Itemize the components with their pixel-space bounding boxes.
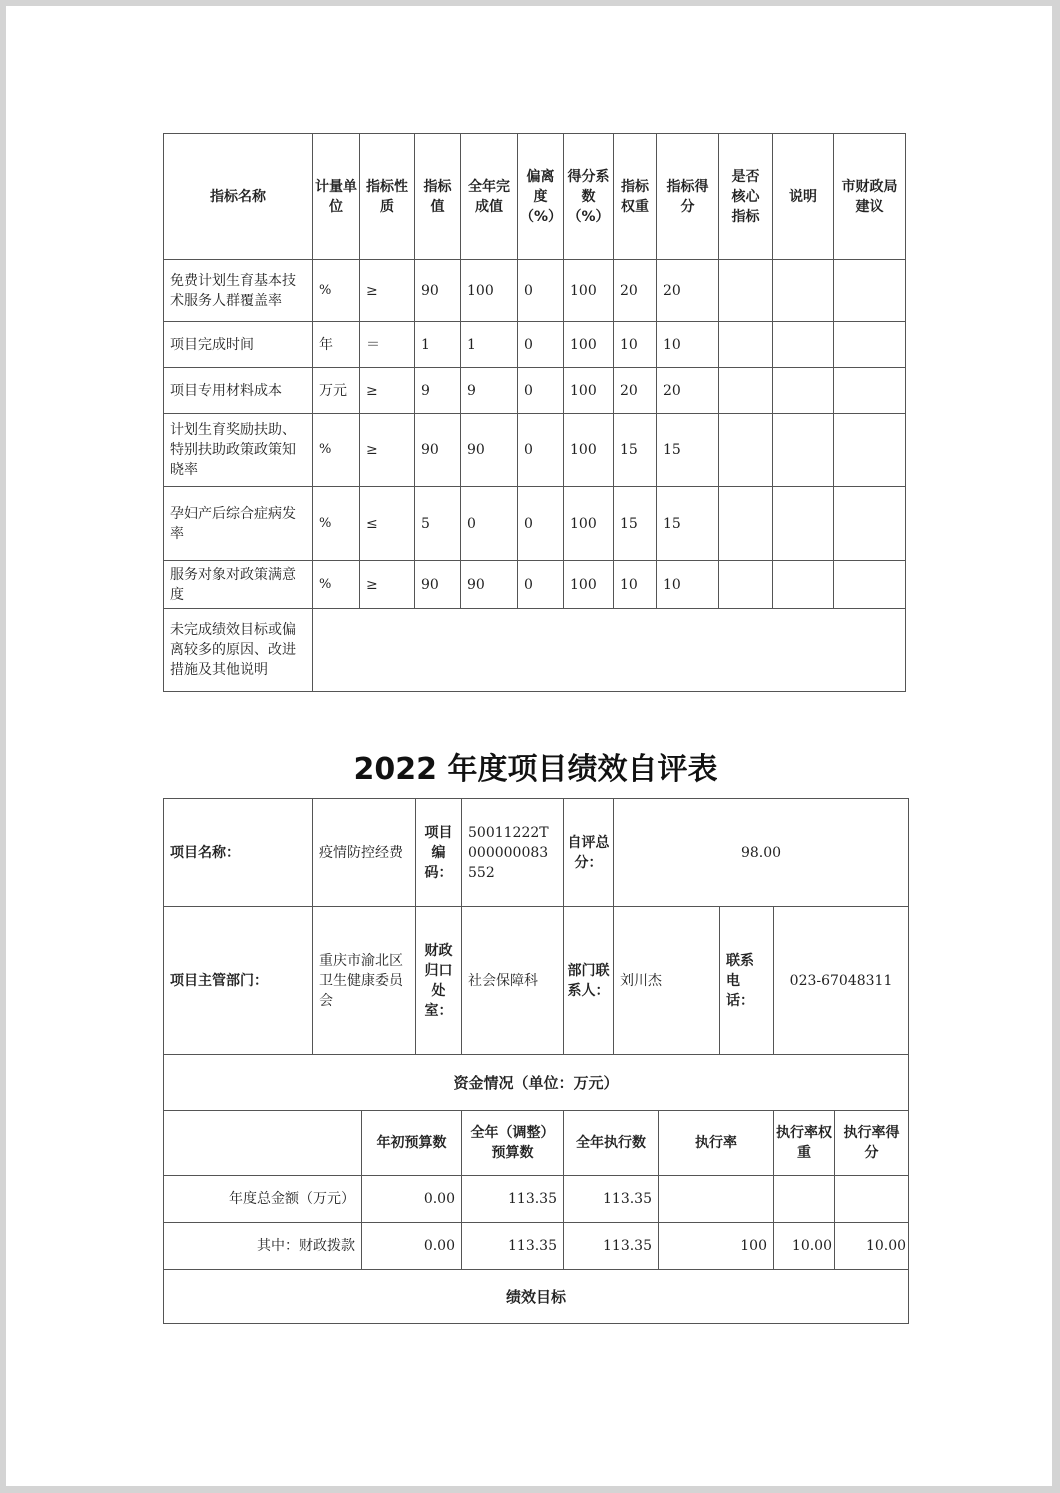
table-row	[164, 561, 906, 609]
header-nature: 指标性质	[360, 134, 415, 260]
self-score-value: 98.00	[614, 799, 909, 907]
indicator-advice	[834, 561, 906, 609]
indicator-note	[773, 487, 834, 561]
indicator-deviation: 0	[518, 561, 564, 609]
goals-title: 绩效目标	[164, 1270, 909, 1324]
indicator-actual: 1	[461, 322, 518, 368]
indicator-score: 20	[657, 260, 719, 322]
indicator-table	[163, 133, 906, 692]
header-deviation: 偏离度（%）	[518, 134, 564, 260]
indicator-actual: 90	[461, 414, 518, 487]
phone-value: 023-67048311	[774, 907, 909, 1055]
indicator-value: 5	[415, 487, 461, 561]
indicator-score: 10	[657, 561, 719, 609]
indicator-value: 90	[415, 414, 461, 487]
indicator-nature: ＝	[360, 322, 415, 368]
form-title: 2022 年度项目绩效自评表	[353, 752, 718, 787]
funds-initial: 0.00	[362, 1223, 462, 1270]
project-code-label: 项目编码：	[416, 799, 462, 907]
funds-rate-score	[835, 1176, 909, 1223]
contact-person-value: 刘川杰	[614, 907, 720, 1055]
table-row	[164, 414, 906, 487]
funds-title-row	[164, 1055, 909, 1111]
funds-header-rate-weight: 执行率权重	[774, 1111, 835, 1176]
project-name-label: 项目名称：	[164, 799, 313, 907]
indicator-deviation: 0	[518, 368, 564, 414]
table-row	[164, 368, 906, 414]
self-score-label: 自评总分：	[564, 799, 614, 907]
indicator-unit: %	[313, 487, 360, 561]
indicator-unit: 年	[313, 322, 360, 368]
header-indicator-name: 指标名称	[164, 134, 313, 260]
indicator-nature: ≥	[360, 260, 415, 322]
indicator-nature: ≤	[360, 487, 415, 561]
indicator-value: 1	[415, 322, 461, 368]
indicator-value: 90	[415, 561, 461, 609]
indicator-name: 免费计划生育基本技术服务人群覆盖率	[164, 260, 313, 322]
indicator-name: 孕妇产后综合症病发率	[164, 487, 313, 561]
indicator-footer-row	[164, 609, 906, 692]
indicator-coefficient: 100	[564, 414, 614, 487]
header-score-coefficient: 得分系数（%）	[564, 134, 614, 260]
header-weight: 指标权重	[614, 134, 657, 260]
project-name-value: 疫情防控经费	[313, 799, 416, 907]
indicator-header-row	[164, 134, 906, 260]
indicator-deviation: 0	[518, 487, 564, 561]
indicator-score: 15	[657, 414, 719, 487]
funds-title: 资金情况（单位：万元）	[164, 1055, 909, 1111]
indicator-value: 90	[415, 260, 461, 322]
indicator-nature: ≥	[360, 561, 415, 609]
goals-title-row	[164, 1270, 909, 1324]
funds-rate-weight: 10.00	[774, 1223, 835, 1270]
unfinished-reason-value	[313, 609, 906, 692]
department-label: 项目主管部门：	[164, 907, 313, 1055]
funds-row-label: 年度总金额（万元）	[164, 1176, 362, 1223]
indicator-deviation: 0	[518, 322, 564, 368]
funds-header-row	[164, 1111, 909, 1176]
indicator-core	[719, 561, 773, 609]
funds-adjusted: 113.35	[462, 1223, 564, 1270]
finance-office-label: 财政归口处室：	[416, 907, 462, 1055]
department-value: 重庆市渝北区卫生健康委员会	[313, 907, 416, 1055]
header-core-indicator: 是否核心指标	[719, 134, 773, 260]
header-note: 说明	[773, 134, 834, 260]
indicator-note	[773, 414, 834, 487]
finance-office-value: 社会保障科	[462, 907, 564, 1055]
unfinished-reason-label: 未完成绩效目标或偏离较多的原因、改进措施及其他说明	[164, 609, 313, 692]
indicator-advice	[834, 414, 906, 487]
funds-adjusted: 113.35	[462, 1176, 564, 1223]
indicator-weight: 20	[614, 368, 657, 414]
indicator-name: 项目专用材料成本	[164, 368, 313, 414]
funds-rate: 100	[659, 1223, 774, 1270]
indicator-core	[719, 414, 773, 487]
funds-header-executed: 全年执行数	[564, 1111, 659, 1176]
indicator-coefficient: 100	[564, 368, 614, 414]
indicator-core	[719, 322, 773, 368]
indicator-actual: 100	[461, 260, 518, 322]
funds-rate	[659, 1176, 774, 1223]
project-code-value: 50011222T000000083552	[462, 799, 564, 907]
indicator-unit: %	[313, 260, 360, 322]
indicator-advice	[834, 368, 906, 414]
funds-row-label: 其中：财政拨款	[164, 1223, 362, 1270]
indicator-coefficient: 100	[564, 487, 614, 561]
indicator-actual: 9	[461, 368, 518, 414]
project-name-row	[164, 799, 909, 907]
funds-header-initial: 年初预算数	[362, 1111, 462, 1176]
phone-label: 联系电话：	[720, 907, 774, 1055]
funds-header-rate: 执行率	[659, 1111, 774, 1176]
indicator-note	[773, 368, 834, 414]
indicator-core	[719, 487, 773, 561]
department-row	[164, 907, 909, 1055]
indicator-actual: 0	[461, 487, 518, 561]
funds-header-rate-score: 执行率得分	[835, 1111, 909, 1176]
funds-initial: 0.00	[362, 1176, 462, 1223]
indicator-deviation: 0	[518, 414, 564, 487]
indicator-coefficient: 100	[564, 322, 614, 368]
table-row	[164, 1223, 909, 1270]
table-row	[164, 1176, 909, 1223]
indicator-note	[773, 322, 834, 368]
indicator-name: 服务对象对政策满意度	[164, 561, 313, 609]
document-page	[6, 6, 1052, 1486]
indicator-note	[773, 561, 834, 609]
self-evaluation-table	[163, 798, 909, 1324]
header-finance-advice: 市财政局建议	[834, 134, 906, 260]
funds-executed: 113.35	[564, 1176, 659, 1223]
funds-header-blank	[164, 1111, 362, 1176]
contact-person-label: 部门联系人：	[564, 907, 614, 1055]
indicator-name: 计划生育奖励扶助、特别扶助政策政策知晓率	[164, 414, 313, 487]
indicator-weight: 10	[614, 322, 657, 368]
indicator-deviation: 0	[518, 260, 564, 322]
indicator-score: 20	[657, 368, 719, 414]
indicator-unit: 万元	[313, 368, 360, 414]
indicator-unit: %	[313, 561, 360, 609]
funds-header-adjusted: 全年（调整）预算数	[462, 1111, 564, 1176]
indicator-core	[719, 368, 773, 414]
indicator-weight: 20	[614, 260, 657, 322]
indicator-value: 9	[415, 368, 461, 414]
header-indicator-value: 指标值	[415, 134, 461, 260]
indicator-weight: 10	[614, 561, 657, 609]
table-row	[164, 322, 906, 368]
indicator-name: 项目完成时间	[164, 322, 313, 368]
indicator-advice	[834, 260, 906, 322]
indicator-nature: ≥	[360, 368, 415, 414]
indicator-core	[719, 260, 773, 322]
indicator-advice	[834, 487, 906, 561]
table-row	[164, 487, 906, 561]
funds-executed: 113.35	[564, 1223, 659, 1270]
funds-rate-weight	[774, 1176, 835, 1223]
indicator-score: 10	[657, 322, 719, 368]
indicator-weight: 15	[614, 414, 657, 487]
indicator-weight: 15	[614, 487, 657, 561]
table-row	[164, 260, 906, 322]
indicator-note	[773, 260, 834, 322]
indicator-coefficient: 100	[564, 260, 614, 322]
indicator-nature: ≥	[360, 414, 415, 487]
funds-rate-score: 10.00	[835, 1223, 909, 1270]
indicator-unit: %	[313, 414, 360, 487]
indicator-actual: 90	[461, 561, 518, 609]
indicator-score: 15	[657, 487, 719, 561]
header-annual-actual: 全年完成值	[461, 134, 518, 260]
header-unit: 计量单位	[313, 134, 360, 260]
indicator-coefficient: 100	[564, 561, 614, 609]
indicator-advice	[834, 322, 906, 368]
header-indicator-score: 指标得分	[657, 134, 719, 260]
